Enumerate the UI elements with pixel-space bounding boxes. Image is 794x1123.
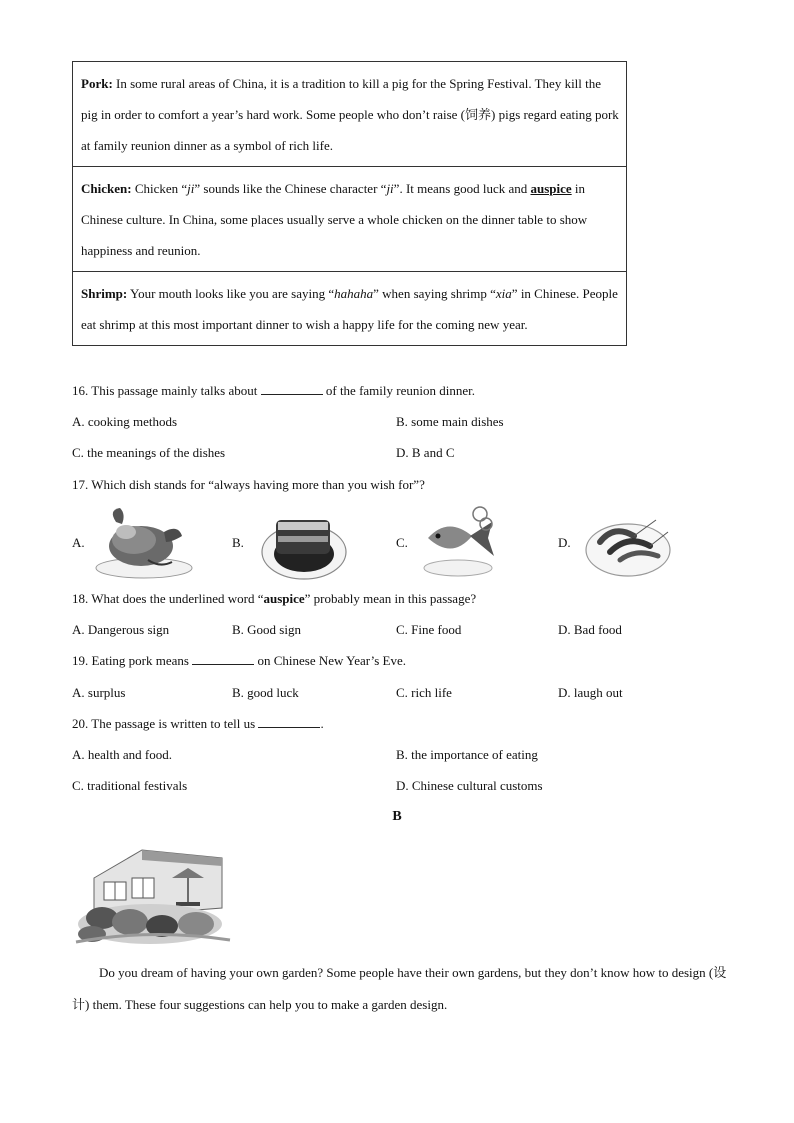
q18-option-c[interactable]: C. Fine food bbox=[396, 622, 462, 637]
chicken-text-1: Chicken “ bbox=[131, 181, 188, 196]
shrimp-xia: xia bbox=[495, 286, 512, 301]
shrimp-term: Shrimp: bbox=[81, 286, 128, 301]
q19-blank bbox=[192, 653, 254, 665]
shrimp-text-1: Your mouth looks like you are saying “ bbox=[127, 286, 335, 301]
roast-chicken-image[interactable] bbox=[86, 502, 196, 582]
q20-blank bbox=[258, 716, 320, 728]
chicken-term: Chicken: bbox=[81, 181, 132, 196]
q16-option-d[interactable]: D. B and C bbox=[396, 445, 455, 460]
section-b-title: B bbox=[392, 809, 402, 824]
q17-option-d[interactable]: D. bbox=[558, 535, 571, 550]
q16-blank bbox=[261, 383, 323, 395]
q19-option-b[interactable]: B. good luck bbox=[232, 685, 299, 700]
chicken-text-3: ”. It means good luck and bbox=[393, 181, 531, 196]
q18-stem bbox=[72, 591, 476, 607]
q16-stem bbox=[72, 383, 475, 399]
q18-stem-a: 18. What does the underlined word “ bbox=[72, 591, 264, 606]
q20-stem-a: 20. The passage is written to tell us bbox=[72, 716, 259, 731]
garden-image bbox=[72, 838, 232, 950]
q19-stem-a: 19. Eating pork means bbox=[72, 653, 193, 668]
q17-option-c[interactable]: C. bbox=[396, 535, 408, 550]
pork-text: In some rural areas of China, it is a tradition to kill a pig for the Spring Festival. They kill the pig in order to comfort a year’s hard work. Some people who don’t raise (饲养) pigs regard eating pork at family reunion dinner as a symbol of rich life. bbox=[81, 76, 619, 153]
braised-pork-image[interactable] bbox=[258, 502, 350, 582]
q17-stem: 17. Which dish stands for “always having more than you wish for”? bbox=[72, 477, 425, 492]
shrimp-hahaha: hahaha bbox=[334, 286, 374, 301]
q18-option-a[interactable]: A. Dangerous sign bbox=[72, 622, 170, 637]
q20-option-d[interactable]: D. Chinese cultural customs bbox=[396, 778, 543, 793]
chicken-text-2: ” sounds like the Chinese character “ bbox=[194, 181, 387, 196]
q19-stem-b: on Chinese New Year’s Eve. bbox=[254, 653, 407, 668]
q17-option-a[interactable]: A. bbox=[72, 535, 85, 550]
fish-image[interactable] bbox=[418, 502, 498, 582]
q18-option-b[interactable]: B. Good sign bbox=[232, 622, 301, 637]
shrimp-image[interactable] bbox=[580, 502, 672, 582]
chicken-ji-1: ji bbox=[187, 181, 195, 196]
shrimp-text-2: ” when saying shrimp “ bbox=[373, 286, 496, 301]
q20-stem bbox=[72, 716, 324, 732]
q19-option-c[interactable]: C. rich life bbox=[396, 685, 452, 700]
q18-stem-b: ” probably mean in this passage? bbox=[304, 591, 477, 606]
q20-option-c[interactable]: C. traditional festivals bbox=[72, 778, 188, 793]
shrimp-row bbox=[73, 272, 626, 345]
q20-option-a[interactable]: A. health and food. bbox=[72, 747, 173, 762]
q16-option-b[interactable]: B. some main dishes bbox=[396, 414, 504, 429]
chicken-row bbox=[73, 167, 626, 272]
auspice-word: auspice bbox=[530, 181, 572, 196]
q20-option-b[interactable]: B. the importance of eating bbox=[396, 747, 538, 762]
section-b-paragraph: Do you dream of having your own garden? Some people have their own gardens, but they don’t know how to design (设计) them. These four suggestions can help you to make a garden design. bbox=[72, 965, 727, 1012]
q20-stem-b: . bbox=[320, 716, 324, 731]
shrimp-text-3: ” in Chinese. People eat shrimp at this most important dinner to wish a happy life for the coming new year. bbox=[81, 286, 618, 332]
q19-option-d[interactable]: D. laugh out bbox=[558, 685, 623, 700]
q18-stem-word: auspice bbox=[263, 591, 305, 606]
pork-row bbox=[73, 62, 626, 167]
q16-option-a[interactable]: A. cooking methods bbox=[72, 414, 178, 429]
pork-term: Pork: bbox=[81, 76, 113, 91]
chicken-text-4: in Chinese culture. In China, some places usually serve a whole chicken on the dinner table to show happiness and reunion. bbox=[81, 181, 588, 258]
q16-option-c[interactable]: C. the meanings of the dishes bbox=[72, 445, 226, 460]
q16-stem-b: of the family reunion dinner. bbox=[322, 383, 475, 398]
chicken-ji-2: ji bbox=[386, 181, 394, 196]
q19-option-a[interactable]: A. surplus bbox=[72, 685, 126, 700]
q18-option-d[interactable]: D. Bad food bbox=[558, 622, 622, 637]
q16-stem-a: 16. This passage mainly talks about bbox=[72, 383, 261, 398]
food-table bbox=[72, 61, 627, 346]
q19-stem bbox=[72, 653, 406, 669]
q17-option-b[interactable]: B. bbox=[232, 535, 244, 550]
